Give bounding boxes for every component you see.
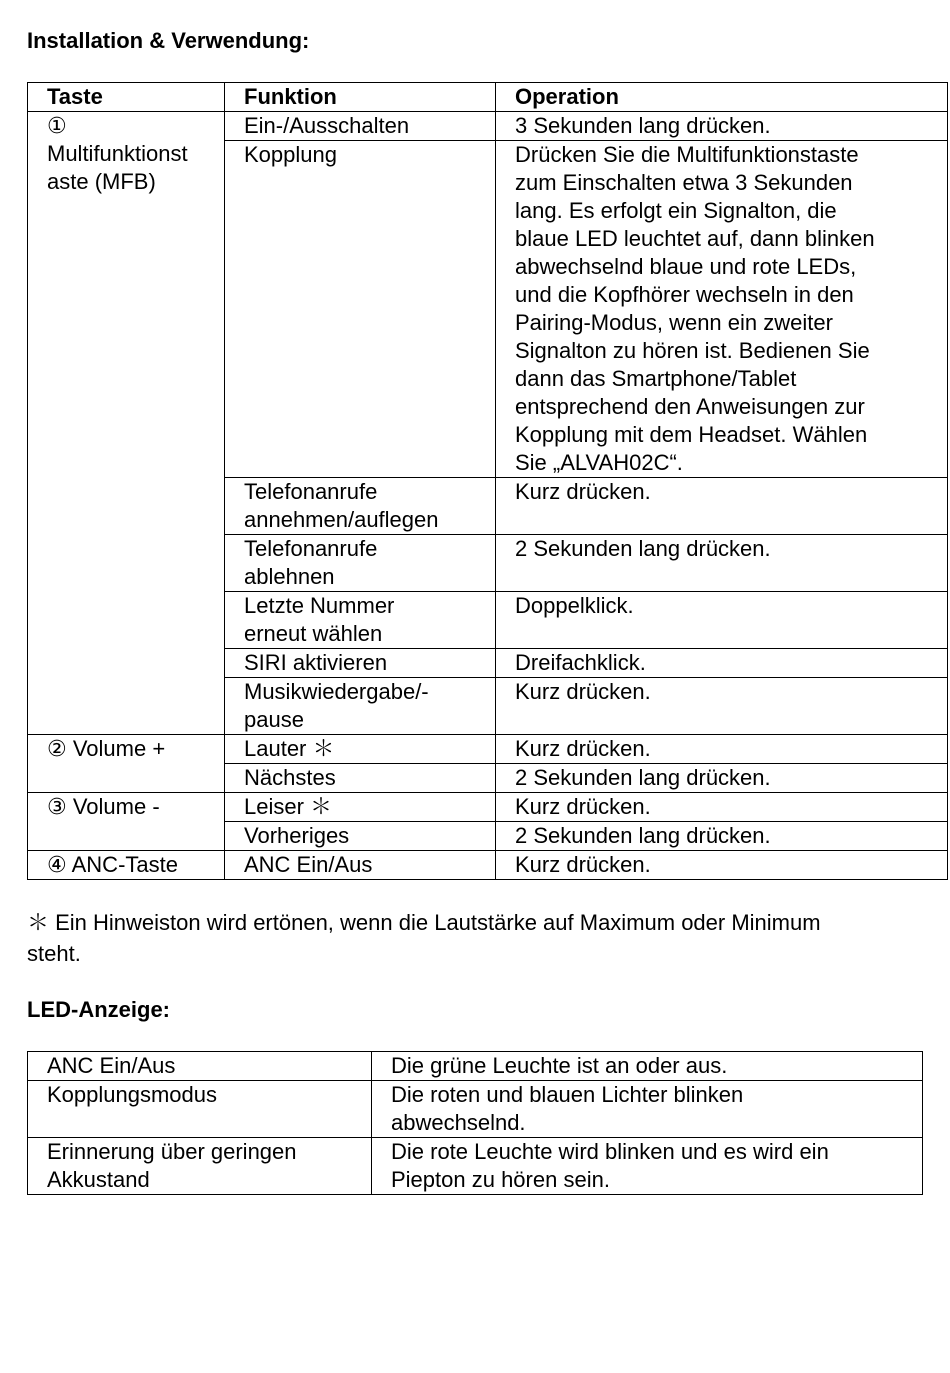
function-cell: Leiser ＊ xyxy=(225,793,496,822)
operation-cell: 2 Sekunden lang drücken. xyxy=(496,535,948,592)
key-cell: ② Volume + xyxy=(28,735,225,793)
led-table-body xyxy=(28,1052,923,1195)
led-row xyxy=(28,1081,923,1138)
function-cell: SIRI aktivieren xyxy=(225,649,496,678)
operation-cell: Kurz drücken. xyxy=(496,478,948,535)
function-cell: ANC Ein/Aus xyxy=(225,851,496,880)
key-cell: ④ ANC-Taste xyxy=(28,851,225,880)
function-cell: Letzte Nummer erneut wählen xyxy=(225,592,496,649)
table-row xyxy=(28,851,948,880)
operation-cell: Dreifachklick. xyxy=(496,649,948,678)
key-cell: ③ Volume - xyxy=(28,793,225,851)
volume-note: ＊ Ein Hinweiston wird ertönen, wenn die Lautstärke auf Maximum oder Minimum steht. xyxy=(27,910,821,966)
key-cell: ① Multifunktionst aste (MFB) xyxy=(28,112,225,735)
operation-cell: 2 Sekunden lang drücken. xyxy=(496,822,948,851)
function-cell: Vorheriges xyxy=(225,822,496,851)
operation-cell: 2 Sekunden lang drücken. xyxy=(496,764,948,793)
led-table xyxy=(27,1051,923,1195)
function-cell: Nächstes xyxy=(225,764,496,793)
header-operation: Operation xyxy=(496,83,948,112)
installation-heading: Installation & Verwendung: xyxy=(27,28,310,53)
led-description-cell: Die grüne Leuchte ist an oder aus. xyxy=(372,1052,923,1081)
operation-cell: Kurz drücken. xyxy=(496,851,948,880)
function-cell: Telefonanrufe annehmen/auflegen xyxy=(225,478,496,535)
function-cell: Ein-/Ausschalten xyxy=(225,112,496,141)
operation-cell: Drücken Sie die Multifunktionstaste zum Einschalten etwa 3 Sekunden lang. Es erfolgt ein Signalton, die blaue LED leuchtet auf, dann blinken abwechselnd blaue und rote LEDs, und die Kopfhörer wechseln in den Pairing-Modus, wenn ein zweiter Signalton zu hören ist. Bedienen Sie dann das Smartphone/Tablet entsprechend den Anweisungen zur Kopplung mit dem Headset. Wählen Sie „ALVAH02C“. xyxy=(496,141,948,478)
function-cell: Lauter ＊ xyxy=(225,735,496,764)
function-cell: Musikwiedergabe/- pause xyxy=(225,678,496,735)
led-heading: LED-Anzeige: xyxy=(27,997,170,1022)
led-state-cell: ANC Ein/Aus xyxy=(28,1052,372,1081)
led-state-cell: Kopplungsmodus xyxy=(28,1081,372,1138)
document-page xyxy=(27,27,947,1195)
operation-cell: 3 Sekunden lang drücken. xyxy=(496,112,948,141)
table-row xyxy=(28,112,948,141)
led-row xyxy=(28,1052,923,1081)
function-cell: Telefonanrufe ablehnen xyxy=(225,535,496,592)
led-description-cell: Die roten und blauen Lichter blinken abwechselnd. xyxy=(372,1081,923,1138)
header-function: Funktion xyxy=(225,83,496,112)
operation-cell: Kurz drücken. xyxy=(496,793,948,822)
table-row xyxy=(28,735,948,764)
function-cell: Kopplung xyxy=(225,141,496,478)
led-state-cell: Erinnerung über geringen Akkustand xyxy=(28,1138,372,1195)
functions-table xyxy=(27,82,948,880)
functions-table-header-row xyxy=(28,83,948,112)
header-key: Taste xyxy=(28,83,225,112)
operation-cell: Kurz drücken. xyxy=(496,735,948,764)
led-row xyxy=(28,1138,923,1195)
led-description-cell: Die rote Leuchte wird blinken und es wird ein Piepton zu hören sein. xyxy=(372,1138,923,1195)
operation-cell: Doppelklick. xyxy=(496,592,948,649)
table-row xyxy=(28,793,948,822)
functions-table-body xyxy=(28,112,948,880)
operation-cell: Kurz drücken. xyxy=(496,678,948,735)
